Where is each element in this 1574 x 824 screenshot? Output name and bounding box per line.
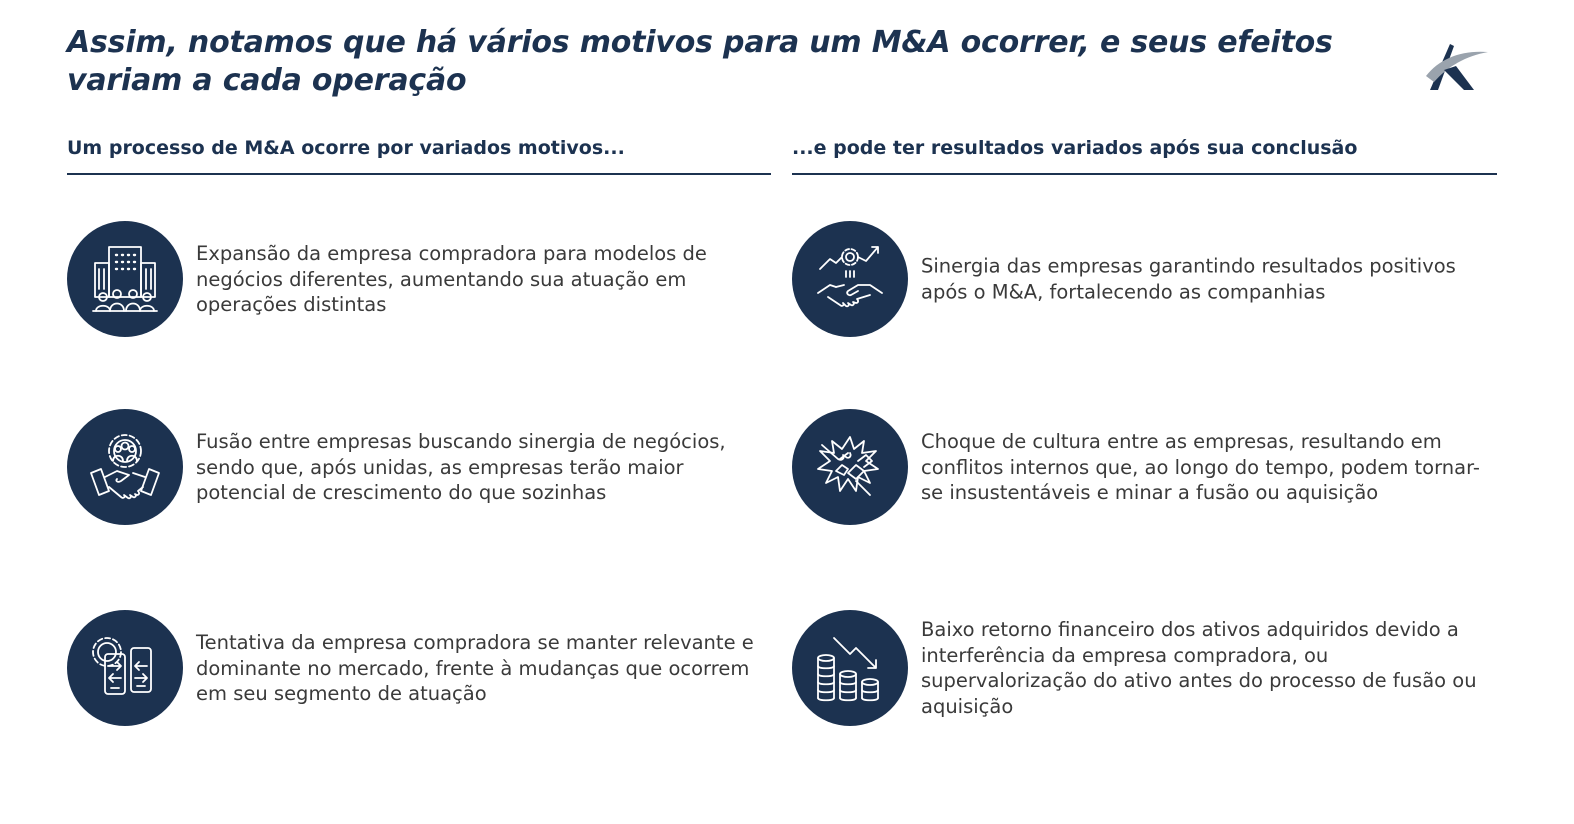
gear-team-handshake-icon [67,409,183,525]
company-k-logo-icon [1420,36,1490,94]
item-text: Fusão entre empresas buscando sinergia de negócios, sendo que, após unidas, as empresas terão maior potencial de crescimento do que sozinhas [196,429,726,504]
fist-bump-clash-icon [792,409,908,525]
right-column-heading: ...e pode ter resultados variados após sua conclusão [792,130,1497,175]
gear-growth-handshake-icon [792,221,908,337]
list-item [67,409,771,525]
list-item [792,610,1497,726]
item-text: Tentativa da empresa compradora se manter relevante e dominante no mercado, frente à mudanças que ocorrem em seu segmento de atuação [196,630,754,705]
slide-title: Assim, notamos que há vários motivos para um M&A ocorrer, e seus efeitos variam a cada operação [67,25,1333,98]
list-item [67,610,771,726]
item-text: Baixo retorno financeiro dos ativos adquiridos devido a interferência da empresa compradora, ou supervalorização do ativo antes do processo de fusão ou aquisição [921,618,1477,718]
coins-decline-arrow-icon [792,610,908,726]
right-column [792,130,1497,718]
left-column-heading: Um processo de M&A ocorre por variados motivos... [67,130,771,175]
office-building-people-icon [67,221,183,337]
gear-devices-exchange-icon [67,610,183,726]
left-column [67,130,771,705]
item-text: Expansão da empresa compradora para modelos de negócios diferentes, aumentando sua atuação em operações distintas [196,241,707,316]
list-item [792,221,1497,337]
item-text: Choque de cultura entre as empresas, resultando em conflitos internos que, ao longo do tempo, podem tornar-se insustentáveis e minar a fusão ou aquisição [921,429,1480,504]
item-text: Sinergia das empresas garantindo resultados positivos após o M&A, fortalecendo as companhias [921,254,1456,303]
list-item [792,409,1497,525]
list-item [67,221,771,337]
